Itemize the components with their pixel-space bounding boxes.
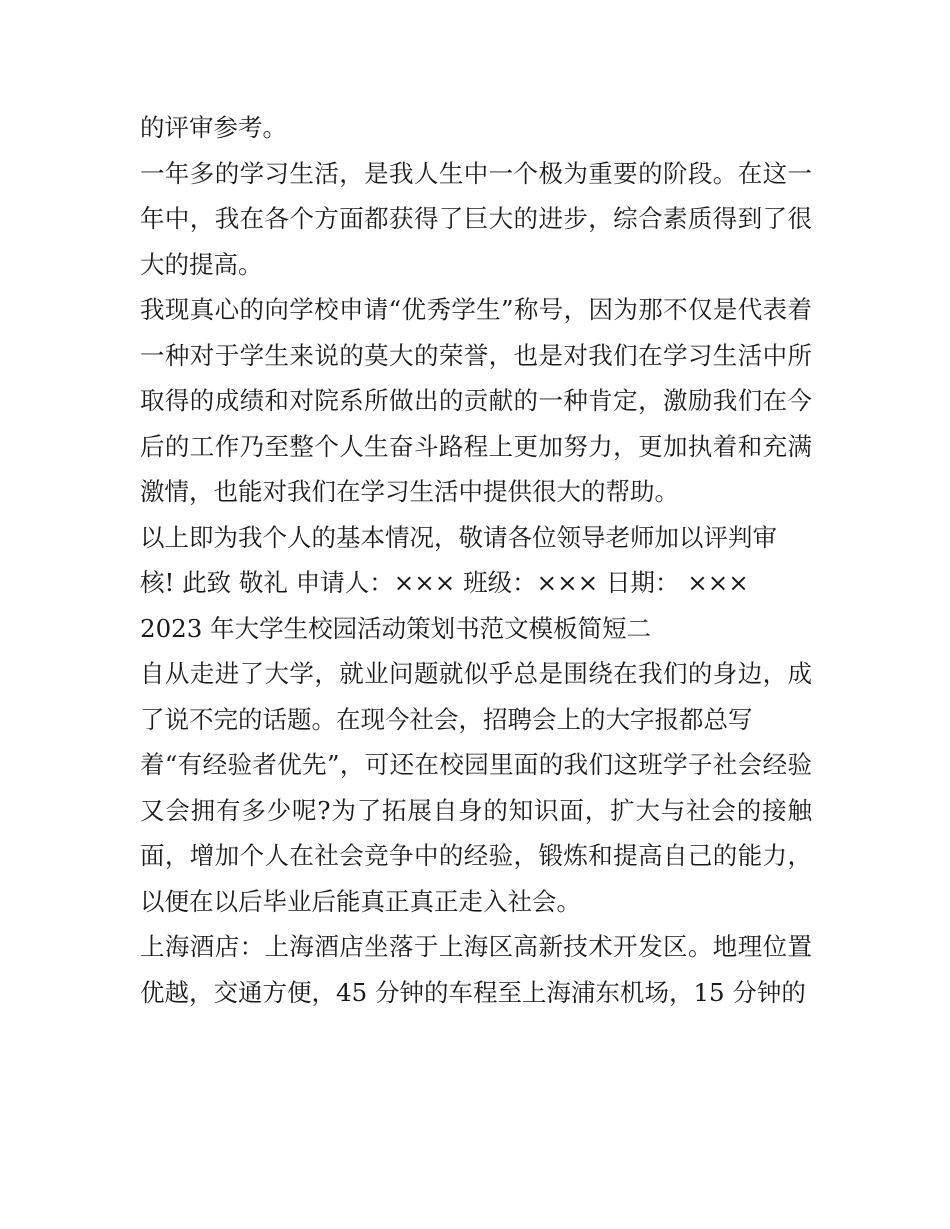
text-line-10: 以上即为我个人的基本情况，敬请各位领导老师加以评判审 [140, 522, 777, 552]
text-line-5: 我现真心的向学校申请“优秀学生”称号，因为那不仅是代表着 [140, 295, 812, 324]
text-line-17: 面，增加个人在社会竞争中的经验，锻炼和提高自己的能力， [140, 841, 812, 870]
section-heading: 2023 年大学生校园活动策划书范文模板简短二 [140, 613, 652, 643]
text-line-16: 又会拥有多少呢?为了拓展自身的知识面，扩大与社会的接触 [140, 795, 812, 825]
text-line-1: 的评审参考。 [140, 113, 287, 142]
text-line-9: 激情，也能对我们在学习生活中提供很大的帮助。 [140, 477, 679, 506]
document-body [140, 105, 812, 1015]
text-line-20: 优越，交通方便，45 分钟的车程至上海浦东机场，15 分钟的 [140, 977, 806, 1007]
text-line-7: 取得的成绩和对院系所做出的贡献的一种肯定，激励我们在今 [140, 386, 812, 415]
text-line-2: 一年多的学习生活，是我人生中一个极为重要的阶段。在这一 [140, 158, 812, 188]
text-line-4: 大的提高。 [140, 249, 263, 279]
text-line-6: 一种对于学生来说的莫大的荣誉，也是对我们在学习生活中所 [140, 340, 812, 370]
text-line-18: 以便在以后毕业后能真正真正走入社会。 [140, 886, 581, 916]
text-line-11: 核! 此致 敬礼 申请人：××× 班级：××× 日期： ××× [140, 568, 749, 597]
text-line-14: 了说不完的话题。在现今社会，招聘会上的大字报都总写 [140, 704, 753, 734]
text-line-3: 年中，我在各个方面都获得了巨大的进步，综合素质得到了很 [140, 204, 812, 233]
text-line-19: 上海酒店：上海酒店坐落于上海区高新技术开发区。地理位置 [140, 932, 812, 961]
text-line-15: 着“有经验者优先”，可还在校园里面的我们这班学子社会经验 [140, 750, 812, 779]
text-line-8: 后的工作乃至整个人生奋斗路程上更加努力，更加执着和充满 [140, 431, 812, 461]
text-line-13: 自从走进了大学，就业问题就似乎总是围绕在我们的身边，成 [140, 659, 812, 688]
